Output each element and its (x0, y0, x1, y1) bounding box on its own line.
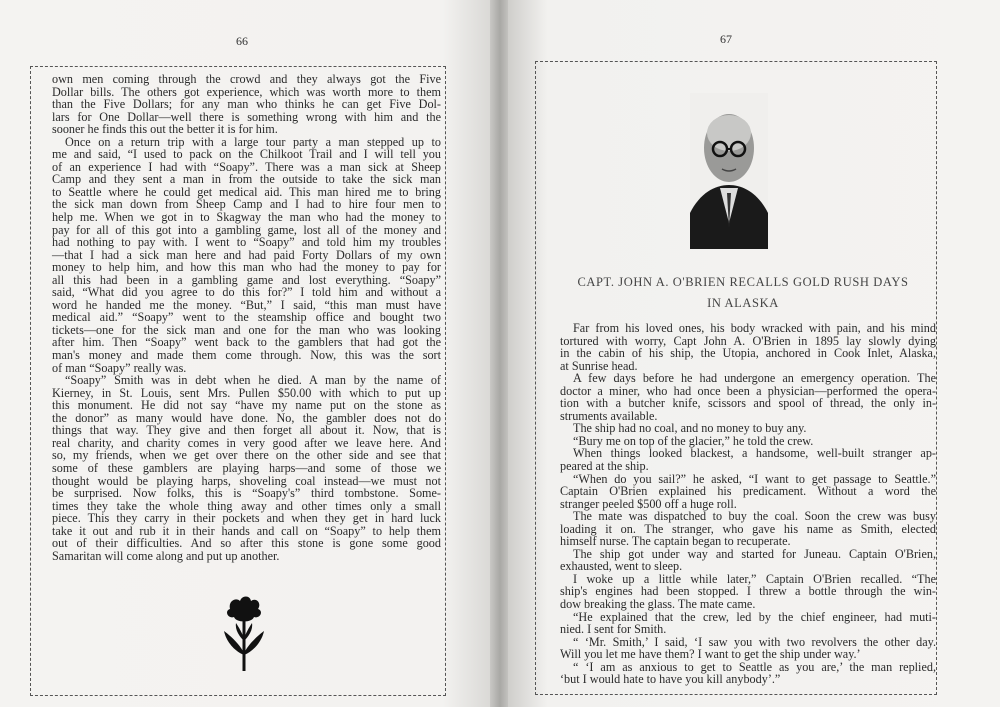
text-line: take it out and rub it in their hands and call on “Soapy” to help them (52, 523, 441, 538)
text-line: When things looked blackest, a handsome, well-built stranger ap- (573, 446, 936, 461)
text-line: after him. Then “Soapy” went back to the gamblers that had got the (52, 335, 441, 350)
text-line: to Seattle where he could get medical aid. This man hired me to bring (52, 184, 441, 199)
text-line: Once on a return trip with a large tour party a man stepped up to (65, 134, 441, 149)
text-line: ship's engines had been stopped. I threw a bottle through the win- (560, 584, 936, 599)
text-line: stranger peeled $500 off a huge roll. (560, 496, 737, 511)
text-line: peared at the ship. (560, 459, 649, 474)
text-line: “ ‘I am as anxious to get to Seattle as you are,’ the man replied, (573, 659, 936, 674)
paragraph (560, 473, 936, 511)
text-line: said, “What did you agree to do this for?” I told him and without a (52, 285, 441, 300)
text-line: so, my friends, when we get over there on the other side and see that (52, 448, 441, 463)
text-line: me and said, “I used to pack on the Chilkoot Trail and I will tell you (52, 147, 441, 162)
text-line: Samaritan will come along and put up another. (52, 548, 280, 563)
text-line: ‘but I would hate to have you kill anybody’.” (560, 672, 781, 687)
right-page (508, 0, 1000, 707)
text-line: word he handed me the money. “But,” I said, “this man must have (52, 297, 441, 312)
text-line: tickets—one for the sick man and one for the man who was looking (52, 322, 441, 337)
text-line: had nothing to pay with. I went to “Soapy” and told him my troubles (52, 235, 441, 250)
text-line: Will you let me have them? I want to get the ship under way.’ (560, 647, 861, 662)
paragraph (560, 510, 936, 548)
text-line: tion with a butcher knife, scissors and spool of thread, the only in- (560, 396, 936, 411)
text-line: out of their difficulties. And so after this stone is gone some good (52, 536, 441, 551)
text-line: piece. This they carry in their pockets and when they get in hard luck (52, 511, 441, 526)
portrait-photo (690, 93, 768, 249)
text-line: Kierney, in St. Louis, sent Mrs. Pullen $50.00 with which to put up (52, 385, 441, 400)
paragraph (560, 447, 936, 472)
text-line: exhausted, went to sleep. (560, 559, 683, 574)
text-line: Far from his loved ones, his body wracked with pain, and his mind (573, 321, 936, 335)
text-line: tortured with worry, Capt John A. O'Brien in 1895 lay slowly dying (560, 333, 936, 348)
text-line: “Soapy” Smith was in debt when he died. A man by the name of (65, 373, 441, 388)
text-line: Captain O'Brien explained his predicament. Without a word the (560, 484, 936, 499)
text-line: medical aid.” “Soapy” went to the steamship office and bought two (52, 310, 441, 325)
paragraph (560, 636, 936, 661)
text-line: money to help him, and how this man who had the money to pay for (52, 260, 441, 275)
text-line: “He explained that the crew, led by the chief engineer, had muti- (573, 609, 936, 624)
text-line: things that way. They give and then forget all about it. Now, that is (52, 423, 441, 438)
book-gutter (490, 0, 510, 707)
text-line: some of these gamblers are playing harps—and some of those we (52, 460, 441, 475)
text-line: of an experience I had with “Soapy”. There was a man sick at Sheep (52, 159, 441, 174)
text-line: help me. When we got in to Skagway the man who had the money to (52, 210, 441, 225)
text-line: man's money and made them come through. Now, this was the sort (52, 348, 441, 363)
body-text (52, 73, 441, 562)
text-line: in the cabin of his ship, the Utopia, anchored in Cook Inlet, Alaska, (560, 346, 936, 361)
paragraph (52, 73, 441, 136)
paragraph (560, 611, 936, 636)
paragraph (560, 573, 936, 611)
text-line: of man “Soapy” really was. (52, 360, 187, 375)
text-line: “ ‘Mr. Smith,’ I said, ‘I saw you with two revolvers the other day. (573, 634, 936, 649)
text-line: I woke up a little while later,” Captain O'Brien recalled. “The (573, 571, 936, 586)
text-line: real charity, and charity comes in very good after we leave here. And (52, 435, 441, 450)
page-number: 66 (236, 34, 248, 48)
paragraph (560, 372, 936, 422)
text-line: times they take the whole thing away and other times only a small (52, 498, 441, 513)
paragraph (560, 661, 936, 686)
text-line: be surprised. Now folks, this is “Soapy's” third tombstone. Some- (52, 486, 441, 501)
text-line: Dollar bills. The others got experience, which was worth more to them (52, 84, 441, 99)
text-line: nied. I sent for Smith. (560, 622, 667, 637)
text-line: The ship got under way and started for Juneau. Captain O'Brien, (573, 546, 936, 561)
body-text (560, 322, 936, 686)
article-title-line2: IN ALASKA (707, 296, 779, 310)
text-line: The ship had no coal, and no money to buy any. (573, 421, 807, 436)
text-line: the donor” as many would have done. No, the gambler does not do (52, 410, 441, 425)
text-line: at Sunrise head. (560, 358, 638, 373)
page-number: 67 (720, 32, 732, 46)
text-line: doctor a miner, who had once been a physician—performed the opera- (560, 383, 936, 398)
text-line: Camp and they sent a man in from the outside to take the sick man (52, 172, 441, 187)
text-line: sooner he finds this out the better it is for him. (52, 122, 278, 137)
paragraph (52, 374, 441, 562)
text-line: himself nurse. The captain began to recuperate. (560, 534, 791, 549)
paragraph (560, 548, 936, 573)
carnation-flower-icon (220, 595, 268, 675)
text-line: “When do you sail?” he asked, “I want to get passage to Seattle.” (573, 471, 936, 486)
paragraph (560, 322, 936, 372)
text-line: loading it on. The stranger, who gave his name as Smith, elected (560, 521, 936, 536)
text-line: than the Five Dollars; for any man who thinks he can get Five Dol- (52, 97, 441, 112)
text-line: own men coming through the crowd and they always got the Five (52, 72, 441, 86)
text-line: the sick man down from Sheep Camp and I had to hire four men to (52, 197, 441, 212)
left-page (0, 0, 492, 707)
text-line: —that I had a sick man here and had paid Forty Dollars of my own (52, 247, 441, 262)
text-line: dow breaking the glass. The mate came. (560, 597, 756, 612)
text-line: “Bury me on top of the glacier,” he told the crew. (573, 433, 814, 448)
text-line: thought would be playing harps, shoveling coal instead—we must not (52, 473, 441, 488)
text-line: all this had been in a gambling game and lost everything. “Soapy” (52, 272, 441, 287)
text-line: struments available. (560, 408, 658, 423)
text-line: pay for all of this got into a gambling game, lost all of the money and (52, 222, 441, 237)
text-line: A few days before he had undergone an emergency operation. The (573, 371, 936, 386)
paragraph (52, 136, 441, 374)
article-title: CAPT. JOHN A. O'BRIEN RECALLS GOLD RUSH DAYS (577, 275, 909, 289)
text-line: lars for One Dollar—well there is something wrong with him and the (52, 109, 441, 124)
text-line: this monument. He did not say “have my name put on the stone as (52, 398, 441, 413)
text-line: The mate was dispatched to buy the coal. Soon the crew was busy (573, 509, 936, 524)
